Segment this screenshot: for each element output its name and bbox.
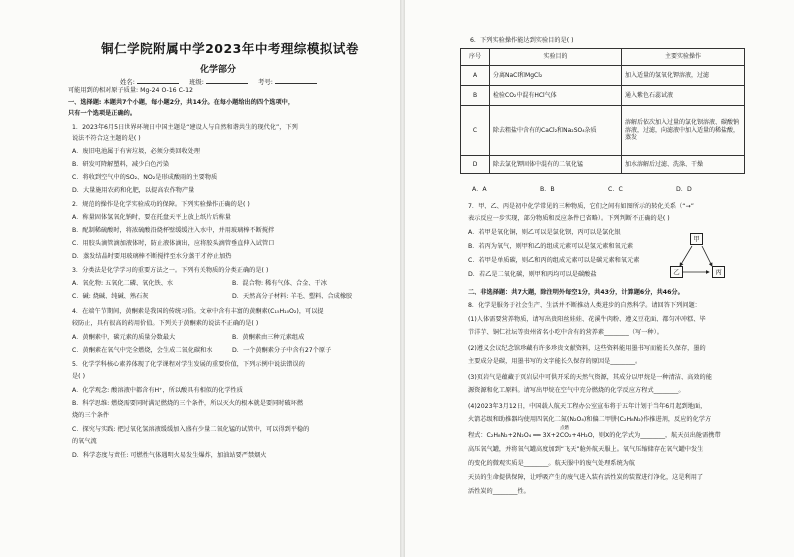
q8-part4-g: 活性炭的________性。 bbox=[468, 488, 530, 495]
table-header-row bbox=[461, 49, 745, 66]
name-label: 姓名: bbox=[120, 78, 135, 86]
q4-option-d: D．一个黄酮素分子中含有27个原子 bbox=[232, 347, 332, 354]
row-purpose: 检验CO₂中混有HCl气体 bbox=[490, 86, 622, 106]
q5-option-c-cont: 的氧气流 bbox=[72, 438, 97, 445]
student-info-row bbox=[120, 77, 325, 86]
number-label: 考号: bbox=[257, 78, 273, 86]
q1-option-c: C．将收到空气中的SO₂、NO₂是形成酸雨的主要物质 bbox=[72, 174, 218, 181]
header-purpose: 实验目的 bbox=[490, 49, 622, 66]
row-id: B bbox=[461, 86, 490, 106]
q6-option-c: C．C bbox=[608, 186, 623, 193]
q3-option-a: A．氧化物: 五氧化二磷、氧化铁、水 bbox=[72, 280, 174, 287]
q8-part4-f: 天员的生命提供保障，让呼吸产生的废气进入装有活性炭的装置进行净化，这是利用了 bbox=[468, 474, 704, 481]
q6-stem: 6．下列实验操作能达到实验目的是( ) bbox=[470, 37, 574, 44]
q8-part2-cont: 主要成分是碳，用墨书写的文字能长久保存的原因是________。 bbox=[468, 358, 642, 365]
section1-heading-cont: 只有一个选项是正确的。 bbox=[68, 110, 137, 117]
q4-stem-cont: 较防止，具有很高的药用价值。下列关于黄酮素的说法不正确的是( ) bbox=[72, 320, 259, 327]
q4-option-b: B．黄酮素由三种元素组成 bbox=[232, 334, 305, 341]
q3-option-d: D．天然高分子材料: 羊毛、塑料、合成橡胶 bbox=[232, 293, 353, 300]
node-jia: 甲 bbox=[690, 233, 703, 245]
table-row bbox=[461, 86, 745, 106]
q2-option-a: A．称量固体氢氧化钠时，要在托盘天平上放上纸片后称量 bbox=[72, 214, 231, 221]
q4-stem: 4．在端午节期间，黄酮素是我国的传统习俗。文章中含有丰富的黄酮素(C₁₅H₁₀O₂)，可以提 bbox=[72, 308, 324, 315]
section2-heading: 二、非选择题：共7大题，除注明外每空1分，共43分，计算题6分，共46分。 bbox=[468, 289, 684, 296]
q5-option-b: B．科学思维: 燃烧需要同时满足燃烧的三个条件，所以灭火的根本就是要同时破坏燃 bbox=[72, 400, 304, 407]
name-blank[interactable] bbox=[137, 83, 179, 84]
row-operation: 加入适量的氢氧化钾溶液，过滤 bbox=[622, 66, 745, 86]
table-row bbox=[461, 106, 745, 156]
class-blank[interactable] bbox=[206, 83, 248, 84]
exam-subtitle: 化学部分 bbox=[200, 65, 237, 75]
section1-heading: 一、选择题: 本题共7个小题，每小题2分，共14分。在每小题给出的四个选项中， bbox=[68, 99, 295, 106]
q8-part3-cont: 源资源和化工原料。请写出甲烷在空气中充分燃烧的化学反应方程式________。 bbox=[468, 387, 685, 394]
row-operation: 溶解后依次加入过量的氯化钡溶液、碳酸钠溶液，过滤，向滤液中加入适量的稀盐酸，蒸发 bbox=[622, 106, 745, 156]
q2-option-b: B．配制稀硫酸时，将浓硫酸沿烧杯壁缓缓注入水中，并用玻璃棒不断搅拌 bbox=[72, 227, 275, 234]
q8-part4-e: 的变化的微观实质是________。航天服中的废气处理系统为航 bbox=[468, 460, 636, 467]
q8-part4-b: 火箭芯级和助推器均使用四氧化二氮(N₂O₄)和偏二甲肼(C₂H₈N₂)作推进剂，反应的化学方 bbox=[468, 416, 712, 423]
conversion-diagram bbox=[668, 233, 728, 281]
q8-part1: (1)人体需要营养物质，请写出贵阳丝娃娃、花溪牛肉粉、遵义豆花面、都匀冲冲糕、毕 bbox=[468, 316, 706, 323]
q6-option-b: B．B bbox=[540, 186, 555, 193]
q2-option-c: C．用胶头滴管滴加液体时，防止液体滴出，应将胶头滴管垂直伸入试管口 bbox=[72, 240, 275, 247]
row-id: A bbox=[461, 66, 490, 86]
q1-option-a: A．废旧电池属于有害垃圾，必须分类回收处理 bbox=[72, 148, 200, 155]
q3-stem: 3．分类法是化学学习的重要方法之一。下列有关物质的分类正确的是( ) bbox=[72, 267, 269, 274]
exam-title: 铜仁学院附属中学2023年中考理综模拟试卷 bbox=[101, 41, 359, 56]
q5-option-c: C．探究与实践: 把过氧化氢溶液缓缓加入盛有少量二氧化锰的试管中，可以得到平稳的 bbox=[72, 426, 310, 433]
q5-stem-cont: 是( ) bbox=[72, 373, 85, 380]
q5-option-a: A．化学观念: 酸溶液中都含有H⁺，所以酸具有相似的化学性质 bbox=[72, 387, 243, 394]
table-row bbox=[461, 66, 745, 86]
q6-option-a: A．A bbox=[472, 186, 487, 193]
q7-option-a: A．若甲是氧化铜，则乙可以是氯化钡，丙可以是氯化银 bbox=[468, 229, 621, 236]
q8-part1-cont: 节洋芋、铜仁社坛等贵州省名小吃中含有的营养素________（写一种）。 bbox=[468, 329, 663, 336]
row-id: C bbox=[461, 106, 490, 156]
q2-option-d: D．蒸发结晶时要用玻璃棒不断搅拌至水分蒸干才停止加热 bbox=[72, 253, 232, 260]
q3-option-b: B．混合物: 稀有气体、合金、干冰 bbox=[232, 280, 327, 287]
class-label: 班级: bbox=[188, 78, 204, 86]
row-purpose: 分离NaCl和MgCl₂ bbox=[490, 66, 622, 86]
row-purpose: 除去氯化钾固体中混有的二氧化锰 bbox=[490, 156, 622, 174]
q1-option-b: B．研发可降解塑料，减少白色污染 bbox=[72, 161, 170, 168]
row-id: D bbox=[461, 156, 490, 174]
q2-stem: 2．规范的操作是化学实验成功的保障。下列实验操作正确的是( ) bbox=[72, 201, 250, 208]
q8-part2: (2)遵义会议纪念馆珍藏有许多珍贵文献资料，这些资料能用墨书写而能长久保存，墨的 bbox=[468, 345, 706, 352]
ignite-label: 点燃 bbox=[560, 426, 569, 431]
q7-option-d: D．若乙是二氧化碳，则甲和丙均可以是碳酸盐 bbox=[468, 271, 597, 278]
atomic-masses: 可能用到的相对原子质量: Mg-24 O-16 C-12 bbox=[68, 87, 193, 94]
row-purpose: 除去粗盐中含有的CaCl₂和Na₂SO₄杂质 bbox=[490, 106, 622, 156]
q8-part4: (4)2023年3月12日，中国载人航天工程办公室宣布将于五年计划于当年6月起到地面， bbox=[468, 403, 707, 410]
page-fold bbox=[400, 0, 405, 557]
q8-stem: 8．化学是服务于社会生产、生活并不断推动人类进步的自然科学。请回答下列问题： bbox=[468, 302, 701, 309]
q7-stem: 7．甲、乙、丙是初中化学常见的三种物质，它们之间有如图所示的转化关系（“→” bbox=[468, 203, 694, 210]
row-operation: 通入紫色石蕊试液 bbox=[622, 86, 745, 106]
q7-stem-cont: 表示反应一步实现，部分物质和反应条件已省略）。下列判断不正确的是( ) bbox=[468, 215, 670, 222]
q1-stem: 1．2023年6月5日世界环境日中国主题是“建设人与自然和谐共生的现代化”，下列 bbox=[72, 124, 298, 131]
node-bing: 丙 bbox=[712, 266, 725, 278]
q7-option-b: B．若丙为氧气，则甲和乙的组成元素可以是氢元素和氧元素 bbox=[468, 243, 634, 250]
q4-option-c: C．黄酮素在氧气中完全燃烧，会生成二氧化碳和水 bbox=[72, 347, 213, 354]
q1-option-d: D．大量施用农药和化肥，以提高农作物产量 bbox=[72, 187, 195, 194]
number-blank[interactable] bbox=[275, 83, 317, 84]
row-operation: 加水溶解后过滤、洗涤、干燥 bbox=[622, 156, 745, 174]
table-row bbox=[461, 156, 745, 174]
header-id: 序号 bbox=[461, 49, 490, 66]
header-operation: 主要实验操作 bbox=[622, 49, 745, 66]
q5-option-d: D．科学态度与责任: 可燃性气体遇明火易发生爆炸，加油站要严禁烟火 bbox=[72, 452, 267, 459]
q5-option-b-cont: 烧的三个条件 bbox=[72, 412, 110, 419]
q8-part4-c: 程式：C₂H₈N₂+2N₂O₄ ══ 3X+2CO₂+4H₂O，则X的化学式为________，航天员出舱需携带 bbox=[468, 432, 721, 439]
node-yi: 乙 bbox=[670, 266, 683, 278]
q4-option-a: A．黄酮素中，碳元素的质量分数最大 bbox=[72, 334, 176, 341]
q6-table bbox=[460, 48, 745, 174]
q3-option-c: C．碱: 烧碱、纯碱、熟石灰 bbox=[72, 293, 149, 300]
q8-part4-d: 高压氧气罐，并将氧气罐高度加到“飞天”舱外航天服上。氧气压缩储存在氧气罐中发生 bbox=[468, 446, 704, 453]
q8-part3: (3)页岩气是蕴藏于页岩层中可供开采的天然气资源，其成分以甲烷是一种清洁、高效的能 bbox=[468, 374, 712, 381]
q1-stem-cont: 说法不符合这主题的是( ) bbox=[72, 135, 141, 142]
q7-option-c: C．若甲是单质碳，则乙和丙的组成元素可以是碳元素和氧元素 bbox=[468, 257, 640, 264]
q5-stem: 5．化学学科核心素养体现了化学课程对学生发展的重要价值，下列示例中说法错误的 bbox=[72, 361, 305, 368]
q6-option-d: D．D bbox=[676, 186, 692, 193]
